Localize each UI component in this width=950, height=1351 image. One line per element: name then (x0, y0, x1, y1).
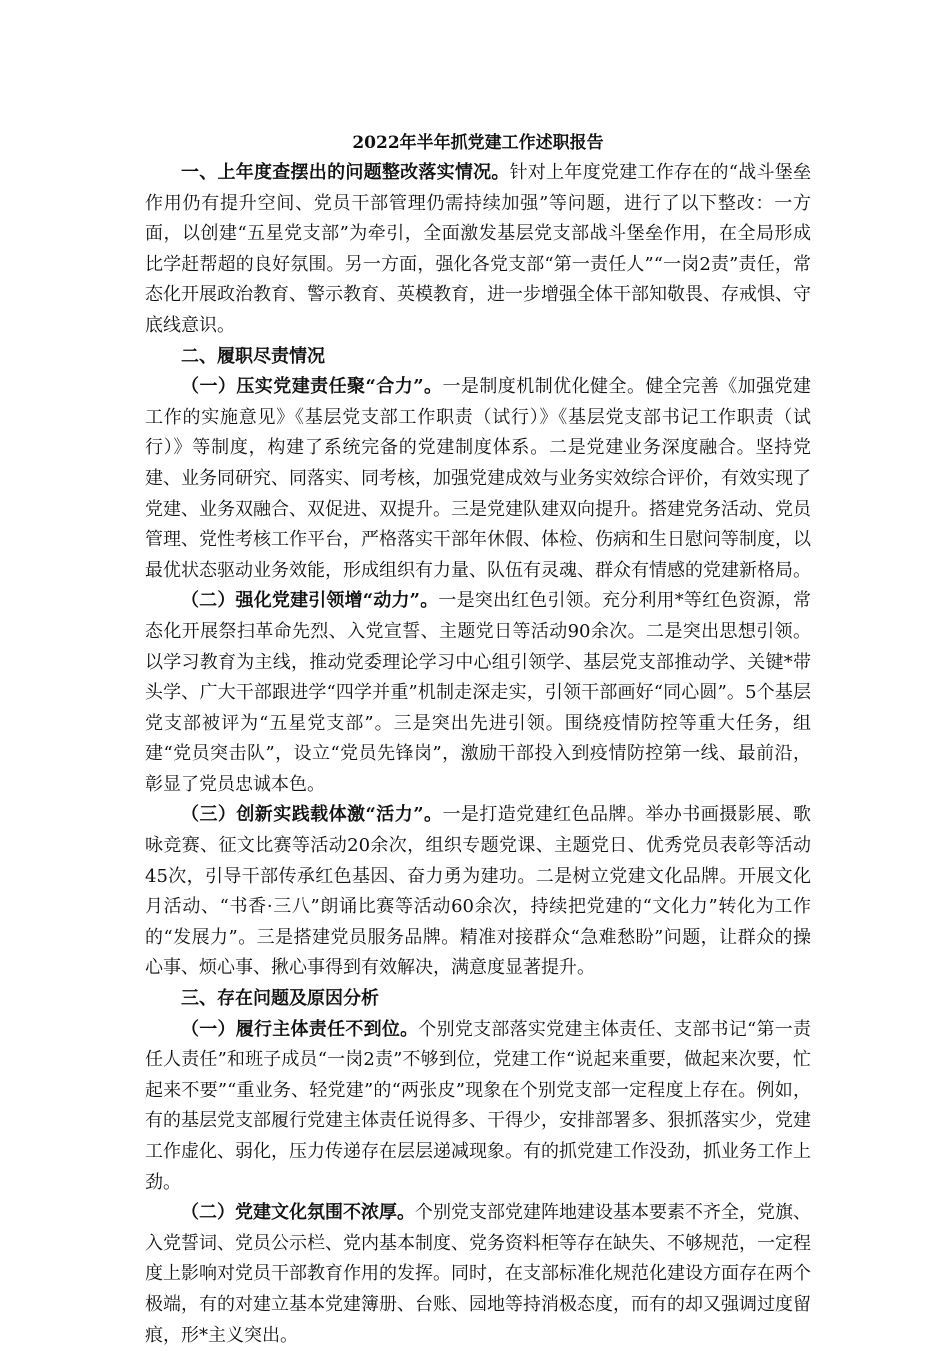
section-3-paragraph-2 (145, 1198, 811, 1351)
section-3-heading: 三、存在问题及原因分析 (181, 988, 379, 1010)
section-3-1-body: 个别党支部落实党建主体责任、支部书记“第一责任人责任”和班子成员“一岗2责”不够到位，党建工作“说起来重要，做起来次要，忙起来不要”“重业务、轻党建”的“两张皮”现象在个别党支部一定程度上存在。例如，有的基层党支部履行党建主体责任说得多、干得少，安排部署多、狠抓落实少，党建工作虚化、弱化，压力传递存在层层递减现象。有的抓党建工作没劲，抓业务工作上劲。 (145, 1018, 812, 1193)
section-2-3-body: 一是打造党建红色品牌。举办书画摄影展、歌咏竞赛、征文比赛等活动20余次，组织专题党课、主题党日、优秀党员表彰等活动45次，引导干部传承红色基因、奋力勇为建功。二是树立党建文化品牌。开展文化月活动、“书香·三八”朗诵比赛等活动60余次，持续把党建的“文化力”转化为工作的“发展力”。三是搭建党员服务品牌。精准对接群众“急难愁盼”问题，让群众的操心事、烦心事、揪心事得到有效解决，满意度显著提升。 (145, 804, 811, 979)
section-2-heading: 二、履职尽责情况 (181, 345, 325, 367)
section-3-1-lead: （一）履行主体责任不到位。 (181, 1018, 419, 1040)
section-2-2-lead: （二）强化党建引领增“动力”。 (181, 590, 439, 612)
document-title: 2022年半年抓党建工作述职报告 (352, 133, 604, 153)
document-body (145, 128, 811, 1351)
section-3-2-lead: （二）党建文化氛围不浓厚。 (181, 1202, 415, 1224)
section-2-2-body: 一是突出红色引领。充分利用*等红色资源，常态化开展祭扫革命先烈、入党宣誓、主题党日等活动90余次。二是突出思想引领。以学习教育为主线，推动党委理论学习中心组引领学、基层党支部推动学、关键*带头学、广大干部跟进学“四学并重”机制走深走实，引领干部画好“同心圆”。5个基层党支部被评为“五星党支部”。三是突出先进引领。围绕疫情防控等重大任务，组建“党员突击队”，设立“党员先锋岗”，激励干部投入到疫情防控第一线、最前沿，彰显了党员忠诚本色。 (145, 590, 811, 795)
section-2-3-lead: （三）创新实践载体激“活力”。 (181, 804, 443, 826)
section-3-2-body: 个别党支部党建阵地建设基本要素不齐全，党旗、入党誓词、党员公示栏、党内基本制度、党务资料柜等存在缺失、不够规范，一定程度上影响对党员干部教育作用的发挥。同时，在支部标准化规范化建设方面存在两个极端，有的对建立基本党建簿册、台账、园地等持消极态度，而有的却又强调过度留痕，形*主义突出。 (145, 1202, 811, 1346)
section-2-1-body: 一是制度机制优化健全。健全完善《加强党建工作的实施意见》《基层党支部工作职责（试行）》《基层党支部书记工作职责（试行）》等制度，构建了系统完备的党建制度体系。二是党建业务深度融合。坚持党建、业务同研究、同落实、同考核，加强党建成效与业务实效综合评价，有效实现了党建、业务双融合、双促进、双提升。三是党建队建双向提升。搭建党务活动、党员管理、党性考核工作平台，严格落实干部年休假、体检、伤病和生日慰问等制度，以最优状态驱动业务效能，形成组织有力量、队伍有灵魂、群众有情感的党建新格局。 (145, 376, 811, 581)
section-2-paragraph-3 (145, 800, 811, 984)
section-2-paragraph-2 (145, 586, 811, 800)
section-2-1-lead: （一）压实党建责任聚“合力”。 (181, 376, 443, 398)
section-1-body: 针对上年度党建工作存在的“战斗堡垒作用仍有提升空间、党员干部管理仍需持续加强”等问题，进行了以下整改：一方面，以创建“五星党支部”为牵引，全面激发基层党支部战斗堡垒作用，在全局形成比学赶帮超的良好氛围。另一方面，强化各党支部“第一责任人”“一岗2责”责任，常态化开展政治教育、警示教育、英模教育，进一步增强全体干部知敬畏、存戒惧、守底线意识。 (145, 162, 811, 336)
section-1-paragraph (145, 158, 811, 342)
section-1-lead: 一、上年度查摆出的问题整改落实情况。 (181, 162, 510, 183)
section-3-paragraph-1 (145, 1015, 811, 1199)
section-2-paragraph-1 (145, 372, 811, 586)
